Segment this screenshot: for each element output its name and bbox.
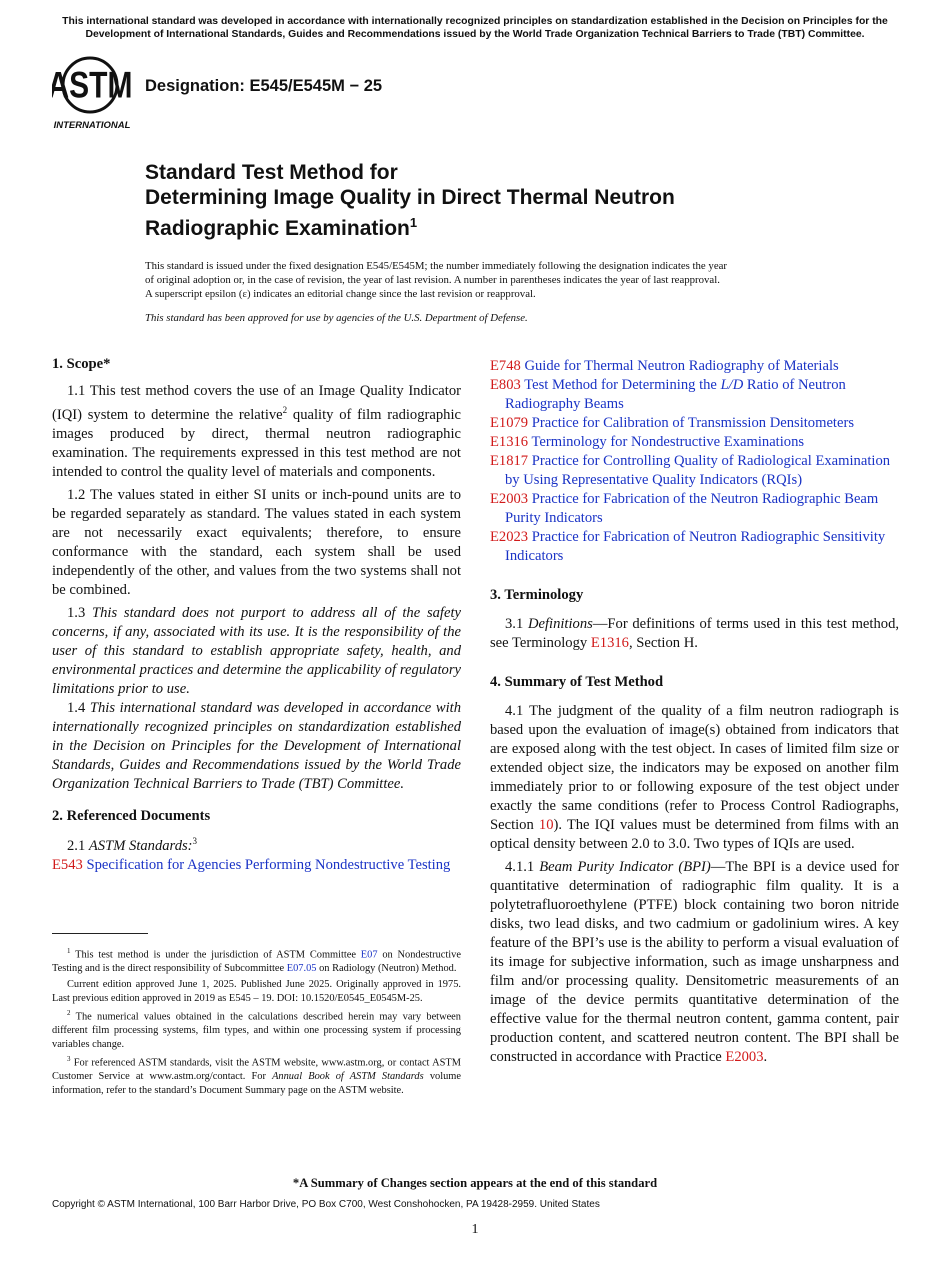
svg-text:ASTM: ASTM xyxy=(52,64,133,107)
issued-line-3: A superscript epsilon (ε) indicates an editorial change since the last revision or reapproval. xyxy=(145,288,536,300)
notice-line-2: Development of International Standards, Guides and Recommendations issued by the World Trade Organization Technical Barriers to Trade (TBT) Committee. xyxy=(85,29,865,40)
ref-e1316[interactable]: E1316 Terminology for Nondestructive Examinations xyxy=(490,434,805,450)
para-1-1: 1.1 This test method covers the use of an Image Quality Indicator (IQI) system to determine the relative$^2$ quality of film radiographic images produced by direct, thermal neutron radiographic examination. The requirements expressed in this test method are not intended to control the quality level of materials and components. xyxy=(52,383,461,480)
ref-e748[interactable]: E748 Guide for Thermal Neutron Radiography of Materials xyxy=(490,358,839,374)
dod-approval-note: This standard has been approved for use by agencies of the U.S. Department of Defense. xyxy=(145,312,528,324)
copyright-line: Copyright © ASTM International, 100 Barr Harbor Drive, PO Box C700, West Conshohocken, PA 19428-2959. United States xyxy=(52,1199,600,1210)
section-2-heading: 2. Referenced Documents xyxy=(52,807,211,824)
ref-e2003[interactable]: E2003 Practice for Fabrication of the Neutron Radiographic Beam Purity Indicators xyxy=(490,491,879,526)
link-e1316[interactable]: E1316 xyxy=(590,635,629,651)
notice-line-1: This international standard was developed in accordance with internationally recognized principles on standardization established in the Decision on Principles for the xyxy=(62,16,888,27)
astm-logo xyxy=(52,55,136,133)
para-1-4: 1.4 This international standard was developed in accordance with internationally recognized principles on standardization established in the Decision on Principles for the Development of International Standards, Guides and Recommendations issued by the World Trade Organization Technical Barriers to Trade (TBT) Committee. xyxy=(52,699,462,792)
footnotes xyxy=(52,945,461,1097)
link-e0705[interactable]: E07.05 xyxy=(286,962,317,974)
title-line-2: Determining Image Quality in Direct Thermal Neutron xyxy=(145,186,675,209)
para-1-3: 1.3 This standard does not purport to address all of the safety concerns, if any, associated with its use. It is the responsibility of the user of this standard to establish appropriate safety, health, and environmental practices and determine the applicability of regulatory limitations prior to use. xyxy=(52,604,461,697)
link-e2003[interactable]: E2003 xyxy=(725,1049,764,1065)
para-3-1: 3.1 Definitions—For definitions of terms used in this test method, see Terminology E1316, Section H. xyxy=(490,616,900,651)
footnote-2: $^2$ The numerical values obtained in the calculations described herein may vary between different film processing systems, film types, and within one processing system if processing variables change. xyxy=(52,1009,461,1050)
section-4-heading: 4. Summary of Test Method xyxy=(490,674,664,690)
section-1-heading: 1. Scope* xyxy=(52,356,111,372)
page-number: 1 xyxy=(471,1222,479,1237)
issued-line-1: This standard is issued under the fixed designation E545/E545M; the number immediately following the designation indicates the year xyxy=(145,260,728,272)
header-notice xyxy=(36,15,914,41)
left-column xyxy=(52,355,461,875)
section-3-heading: 3. Terminology xyxy=(490,587,584,603)
issued-line-2: of original adoption or, in the case of revision, the year of last revision. A number in parentheses indicates the year of last reapproval. xyxy=(145,274,720,286)
title-line-1: Standard Test Method for xyxy=(145,161,398,184)
para-4-1-1: 4.1.1 Beam Purity Indicator (BPI)—The BPI is a device used for quantitative determination of radiographic film quality. It is a polytetrafluoroethylene (PTFE) block containing two boron nitride disks, two lead disks, and two cadmium or gadolinium wires. A key feature of the BPI’s use is the ability to perform a visual evaluation of its image for subjective information, such as image unsharpness and film and/or processing quality. Densitometric measurements of an image of the device permits quantitative determination of the effective value for the thermal neutron content, gamma content, pair production content, and scattered neutron content. The BPI shall be constructed in accordance with Practice E2003. xyxy=(490,859,899,1065)
designation: Designation: E545/E545M − 25 xyxy=(145,77,383,95)
issuance-note xyxy=(145,259,825,301)
ref-e1817[interactable]: E1817 Practice for Controlling Quality of Radiological Examination by Using Representative Quality Indicators (RQIs) xyxy=(490,453,891,488)
logo-wordmark: INTERNATIONAL xyxy=(53,120,131,131)
para-4-1: 4.1 The judgment of the quality of a film neutron radiograph is based upon the evaluation of image(s) obtained from indicators that are exposed along with the test object. In cases of limited film size or extended object size, the indicators may be exposed on another film immediately prior to or following exposure of the test object under exactly the same conditions (refer to Process Control Radiographs, Section 10). The IQI values must be determined from films with an optical density between 2.0 to 3.0. Two types of IQIs are used. xyxy=(490,703,899,852)
link-e07[interactable]: E07 xyxy=(360,949,378,961)
footnote-1: $^1$ This test method is under the jurisdiction of ASTM Committee E07 on Nondestructive Testing and is the direct responsibility of Subcommittee E07.05 on Radiology (Neutron) Method. xyxy=(52,947,461,974)
right-column xyxy=(490,357,899,1067)
ref-e2023[interactable]: E2023 Practice for Fabrication of Neutron Radiographic Sensitivity Indicators xyxy=(490,529,886,564)
ref-e1079[interactable]: E1079 Practice for Calibration of Transmission Densitometers xyxy=(490,415,854,431)
footnote-3: $^3$ For referenced ASTM standards, visit the ASTM website, www.astm.org, or contact ASTM Customer Service at www.astm.org/contact. For Annual Book of ASTM Standards volume information, refer to the standard’s Document Summary page on the ASTM website. xyxy=(52,1055,461,1096)
para-1-2: 1.2 The values stated in either SI units or inch-pound units are to be regarded separately as standard. The values stated in each system are not necessarily exact equivalents; therefore, to ensure conformance with the standard, each system shall be used independently of the other, and values from the two systems shall not be combined. xyxy=(52,486,461,598)
para-2-1: 2.1 ASTM Standards:$^3$ xyxy=(67,835,198,854)
summary-of-changes-note: *A Summary of Changes section appears at the end of this standard xyxy=(292,1176,658,1190)
ref-e543[interactable]: E543 Specification for Agencies Performing Nondestructive Testing xyxy=(52,856,451,873)
footnote-rule xyxy=(52,933,148,934)
title-line-3: Radiographic Examination$^1$ xyxy=(145,215,418,240)
ref-e803[interactable]: E803 Test Method for Determining the L/D Ratio of Neutron Radiography Beams xyxy=(490,377,846,412)
footnote-1-edition: Current edition approved June 1, 2025. Published June 2025. Originally approved in 1975. Last previous edition approved in 2019 as E545 – 19. DOI: 10.1520/E0545_E0545M-25. xyxy=(52,979,461,1004)
document-title xyxy=(145,160,845,241)
link-section-10[interactable]: 10 xyxy=(538,817,554,833)
title-footnote-mark: 1 xyxy=(409,215,418,230)
